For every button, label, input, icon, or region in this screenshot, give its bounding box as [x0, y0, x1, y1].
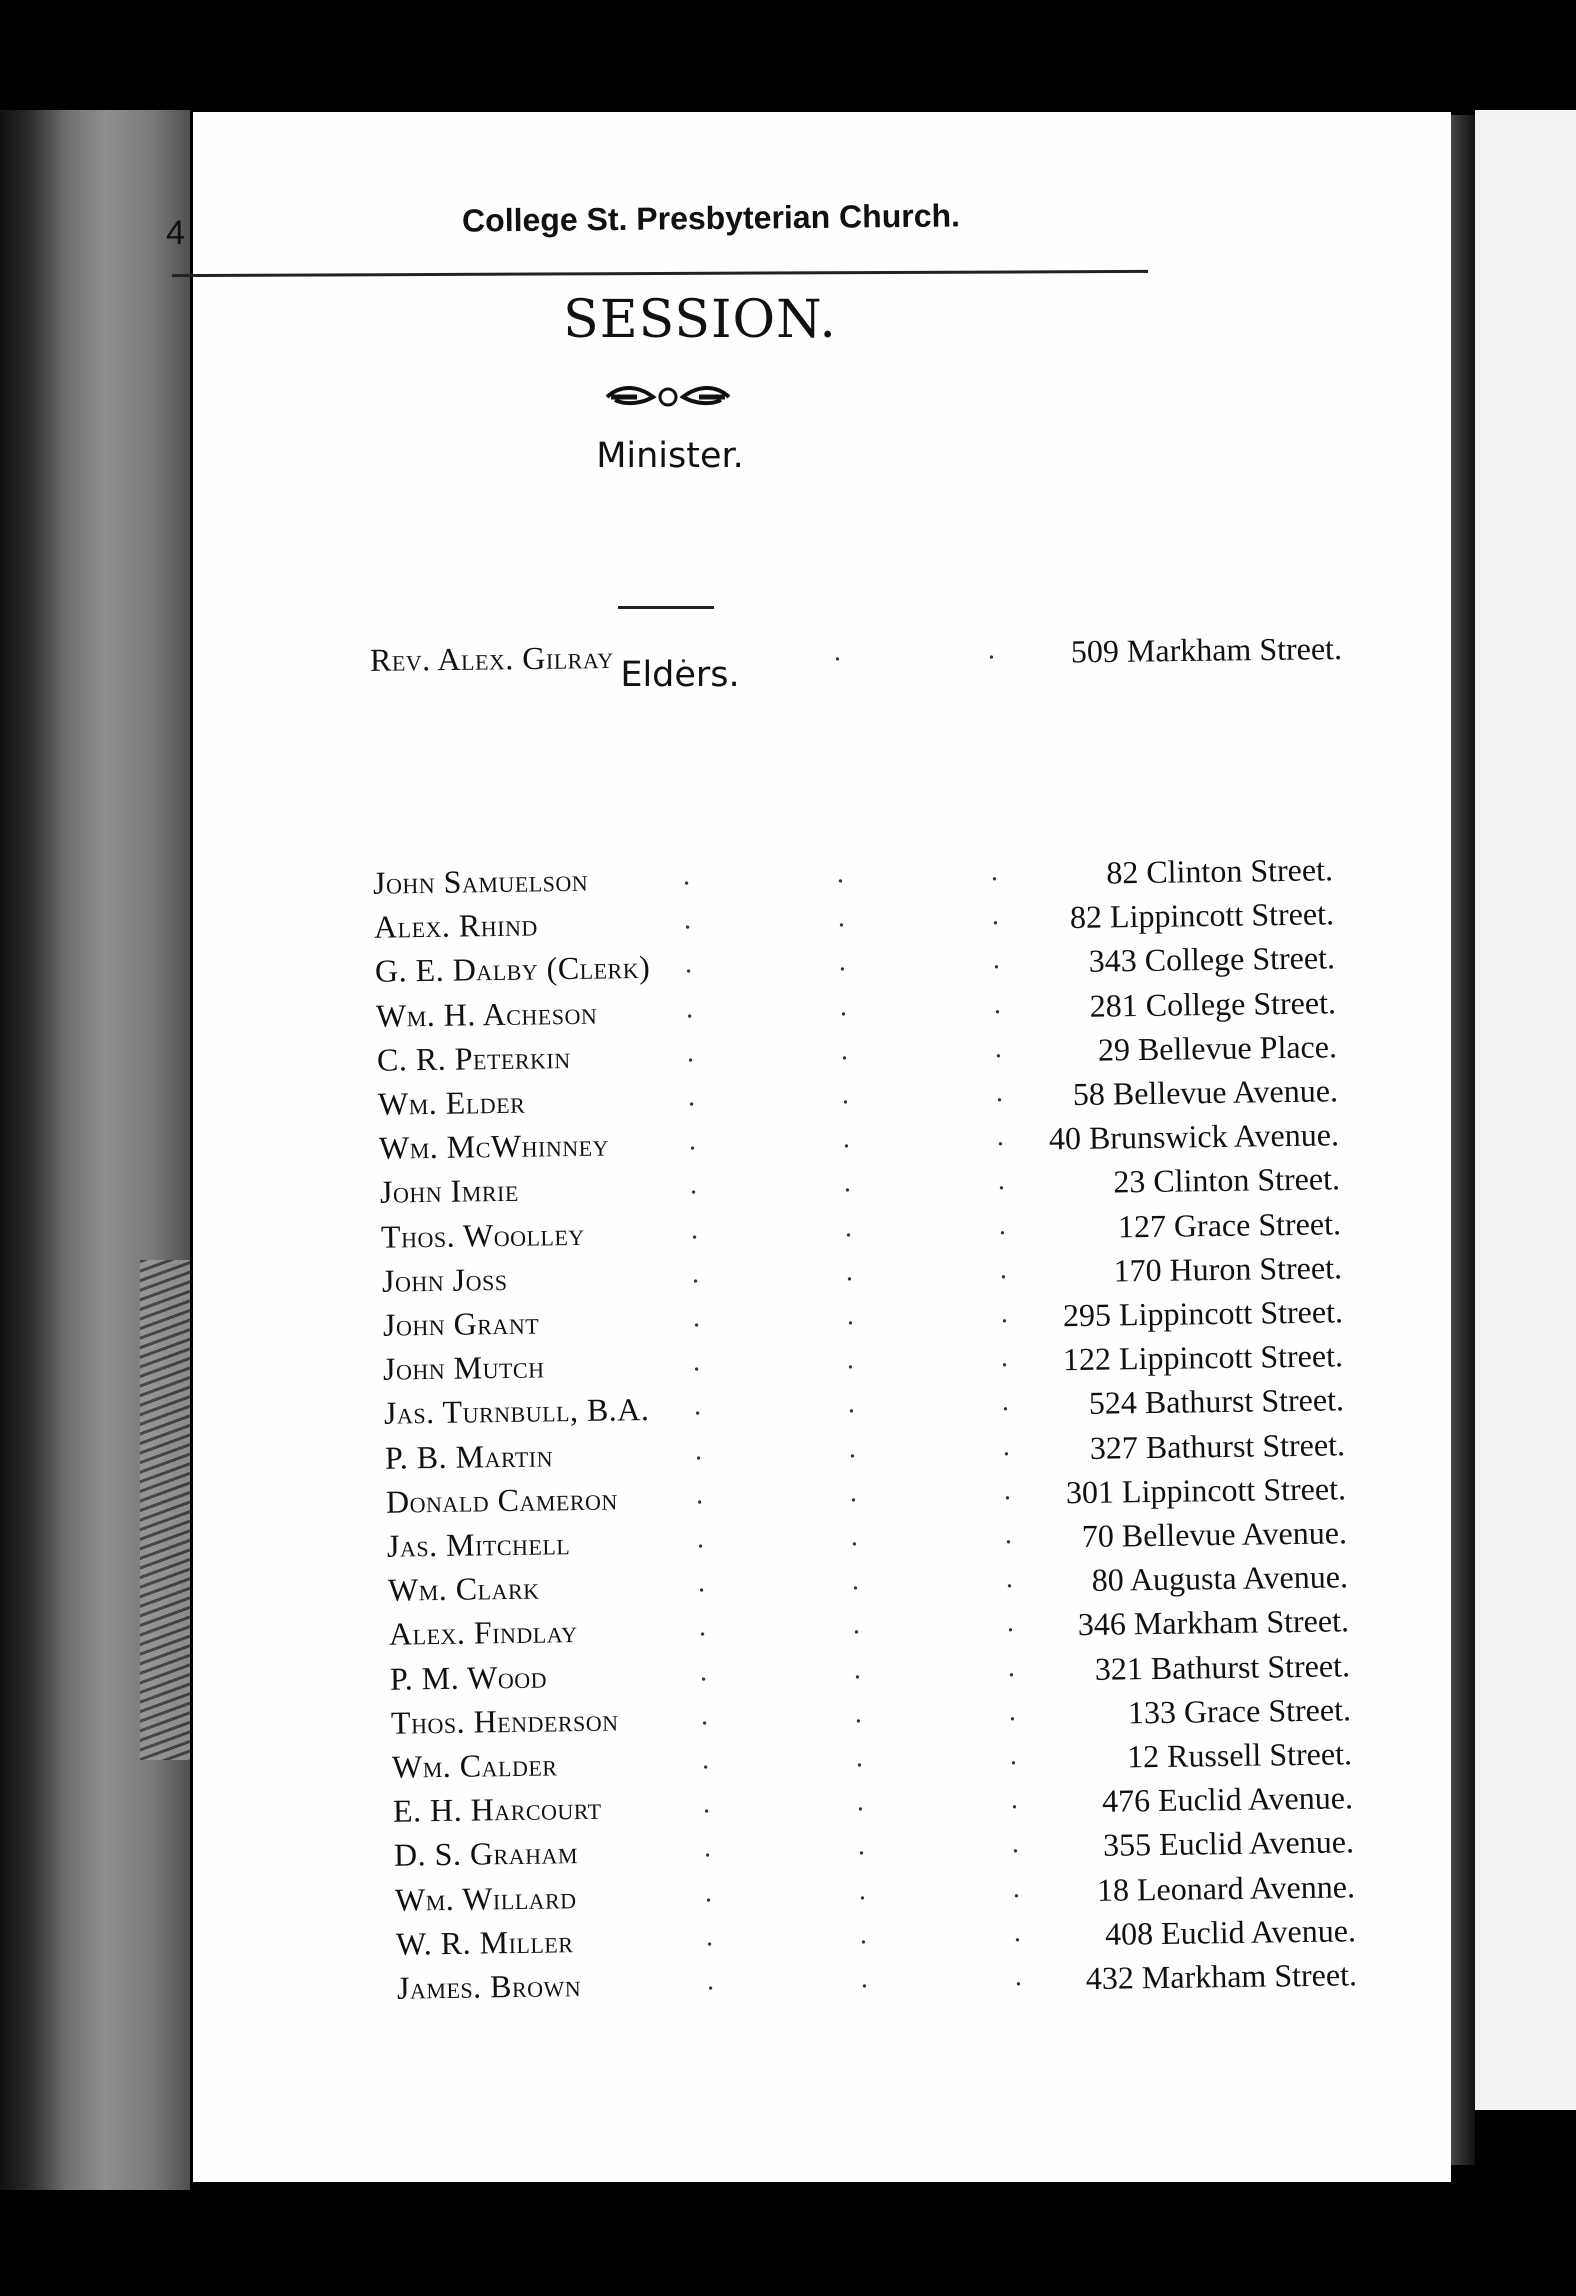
sketch-illustration-edge [140, 1260, 190, 1760]
right-facing-page-edge [1475, 110, 1576, 2110]
entry-address: 12 Russell Street. [1126, 1735, 1353, 1775]
entry-address: 170 Huron Street. [1112, 1249, 1342, 1289]
entry-address: 432 Markham Street. [1085, 1956, 1357, 1997]
entry-name: Wm. Willard [394, 1878, 577, 1918]
section-title: SESSION. [563, 290, 837, 350]
entry-address: 301 Lippincott Street. [1066, 1470, 1347, 1511]
leader-dots: . . . [703, 1827, 1090, 1864]
entry-address: 29 Bellevue Place. [1097, 1028, 1337, 1068]
leader-dots: . . . [689, 1164, 1075, 1201]
entry-address: 133 Grace Street. [1127, 1691, 1352, 1731]
running-title: College St. Presbyterian Church. [461, 197, 961, 239]
entry-address: 80 Augusta Avenue. [1091, 1558, 1349, 1599]
leader-dots: . . . [679, 633, 1066, 670]
entry-name: Wm. Clark [387, 1569, 540, 1608]
entry-address: 355 Euclid Avenue. [1102, 1823, 1355, 1864]
entry-name: John Grant [382, 1304, 539, 1343]
entry-address: 295 Lippincott Street. [1062, 1293, 1343, 1334]
leader-dots: . . . [700, 1694, 1087, 1732]
entry-address: 327 Bathurst Street. [1089, 1425, 1346, 1466]
entry-name: Wm. Elder [377, 1083, 526, 1122]
leader-dots: . . . [694, 1385, 1080, 1422]
leader-dots: . . . [705, 1915, 1091, 1953]
entry-address: 476 Euclid Avenue. [1101, 1779, 1354, 1819]
entry-name: Wm. H. Acheson [375, 994, 598, 1034]
entry-name: G. E. Dalby (Clerk) [374, 949, 651, 990]
leader-dots: . . . [696, 1518, 1083, 1555]
elders-heading: Elders. [620, 655, 740, 695]
leader-dots: . . . [684, 943, 1071, 980]
entry-name: John Imrie [379, 1172, 519, 1211]
leader-dots: . . . [687, 1076, 1073, 1113]
entry-name: James. Brown [396, 1967, 582, 2006]
leader-dots: . . . [698, 1606, 1085, 1643]
entry-name: Wm. McWhinney [378, 1126, 609, 1166]
entry-address: 408 Euclid Avenue. [1104, 1912, 1356, 1952]
entry-name: Jas. Mitchell [387, 1525, 571, 1564]
leader-dots: . . . [696, 1473, 1082, 1511]
entry-name: E. H. Harcourt [392, 1789, 602, 1829]
entry-name: Thos. Henderson [390, 1701, 619, 1741]
ornament-divider-icon [603, 380, 733, 414]
entry-name: Thos. Woolley [380, 1215, 585, 1255]
entry-address: 58 Bellevue Avenue. [1072, 1072, 1338, 1112]
entry-name: P. M. Wood [389, 1658, 548, 1697]
entry-address: 82 Lippincott Street. [1069, 895, 1335, 936]
leader-dots: . . . [691, 1252, 1077, 1290]
entry-address: 82 Clinton Street. [1106, 851, 1334, 891]
entry-name: Donald Cameron [386, 1480, 619, 1520]
entry-address: 321 Bathurst Street. [1094, 1646, 1351, 1687]
entry-name: P. B. Martin [385, 1436, 554, 1476]
entry-name: Alex. Findlay [388, 1613, 578, 1653]
leader-dots: . . . [688, 1120, 1074, 1157]
entry-name: John Samuelson [372, 861, 589, 901]
entry-name: Rev. Alex. Gilray [369, 638, 614, 678]
leader-dots: . . . [704, 1871, 1090, 1908]
entry-address: 346 Markham Street. [1077, 1602, 1350, 1643]
entry-address: 40 Brunswick Avenue. [1048, 1116, 1339, 1157]
entry-name: Alex. Rhind [373, 906, 538, 945]
leader-dots: . . . [702, 1783, 1089, 1820]
entry-name: John Mutch [383, 1348, 546, 1387]
entry-name: C. R. Peterkin [376, 1038, 571, 1078]
section-divider-rule [618, 606, 714, 609]
entry-address: 127 Grace Street. [1117, 1204, 1341, 1245]
entry-name: Jas. Turnbull, B.A. [384, 1391, 651, 1432]
running-header [166, 197, 1156, 260]
leader-dots: . . . [692, 1297, 1078, 1334]
entry-name: Wm. Calder [391, 1746, 558, 1785]
entry-name: D. S. Graham [393, 1834, 579, 1874]
leader-dots: . . . [695, 1429, 1081, 1466]
minister-heading: Minister. [596, 436, 744, 476]
leader-dots: . . . [699, 1650, 1086, 1687]
entry-address: 524 Bathurst Street. [1089, 1381, 1345, 1422]
entry-address: 343 College Street. [1088, 939, 1336, 980]
entry-address: 18 Leonard Avenne. [1096, 1867, 1356, 1908]
leader-dots: . . . [701, 1739, 1088, 1776]
leader-dots: . . . [706, 1960, 1092, 1997]
leader-dots: . . . [693, 1341, 1079, 1378]
leader-dots: . . . [685, 987, 1071, 1024]
entry-name: John Joss [381, 1260, 508, 1299]
leader-dots: . . . [682, 855, 1069, 892]
entry-address: 509 Markham Street. [1070, 630, 1343, 670]
page-number: 4 [166, 214, 185, 252]
entry-name: W. R. Miller [395, 1923, 574, 1962]
entry-address: 23 Clinton Street. [1112, 1160, 1340, 1200]
entry-address: 122 Lippincott Street. [1063, 1337, 1344, 1378]
leader-dots: . . . [690, 1208, 1076, 1245]
leader-dots: . . . [697, 1562, 1084, 1599]
leader-dots: . . . [683, 899, 1070, 936]
left-facing-page [0, 110, 190, 2190]
entry-address: 70 Bellevue Avenue. [1081, 1514, 1348, 1554]
entry-address: 281 College Street. [1089, 983, 1337, 1024]
leader-dots: . . . [686, 1031, 1072, 1069]
